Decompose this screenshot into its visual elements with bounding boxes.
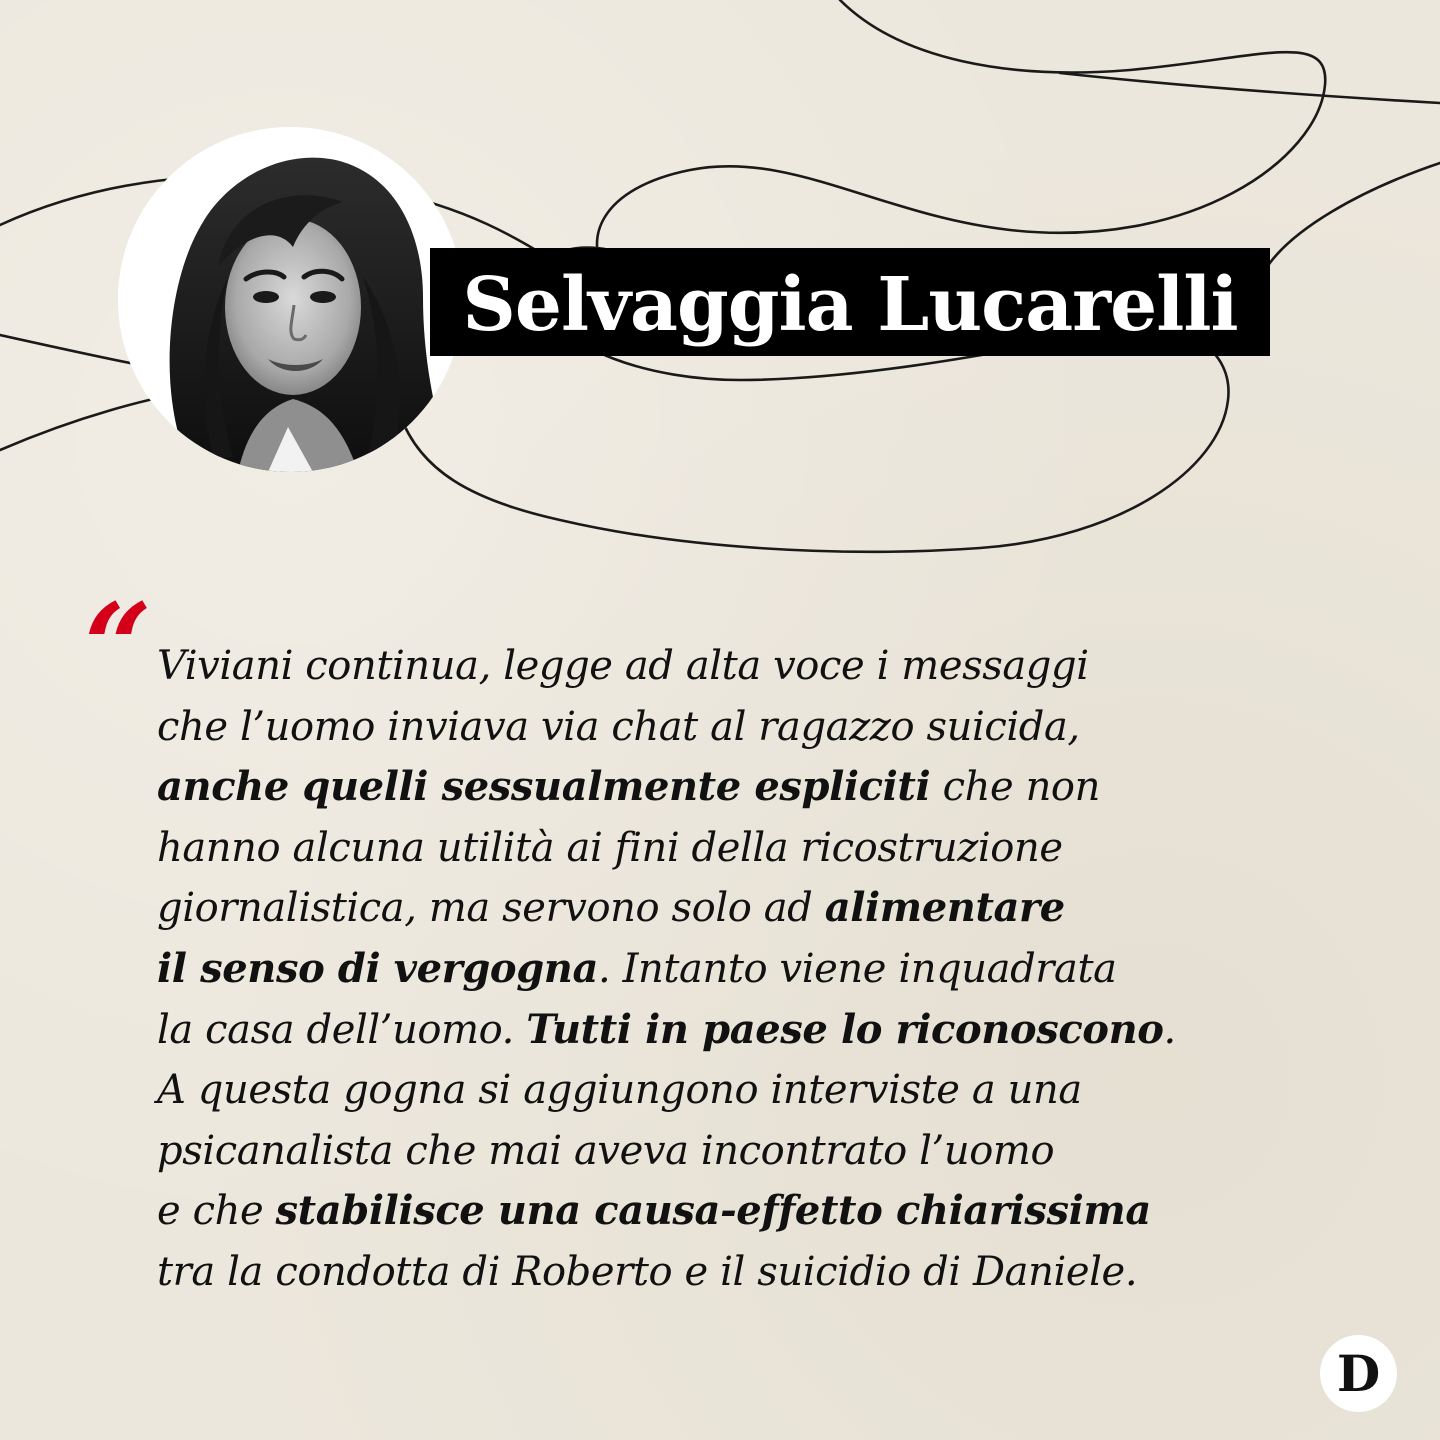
quote-emphasis: anche quelli sessualmente espliciti bbox=[157, 763, 931, 811]
author-name: Selvaggia Lucarelli bbox=[462, 262, 1238, 348]
quote-segment: tra la condotta di Roberto e il suicidio di Daniele. bbox=[157, 1248, 1138, 1295]
quote-segment: A questa gogna si aggiungono interviste a una bbox=[157, 1067, 1082, 1114]
author-name-box bbox=[430, 248, 1270, 356]
quote-line bbox=[157, 878, 1337, 939]
quote-emphasis: Tutti in paese lo riconoscono bbox=[526, 1005, 1164, 1053]
quote-segment: Viviani continua, legge ad alta voce i messaggi bbox=[157, 643, 1089, 689]
quote-emphasis: stabilisce una causa-effetto chiarissima bbox=[275, 1187, 1151, 1235]
quote-line bbox=[157, 1242, 1337, 1303]
quote-line bbox=[157, 757, 1337, 818]
quote-segment: che l’uomo inviava via chat al ragazzo suicida, bbox=[157, 703, 1080, 750]
quote-line bbox=[157, 697, 1337, 758]
quote-segment: la casa dell’uomo. bbox=[157, 1006, 527, 1053]
quote-segment: . Intanto viene inquadrata bbox=[597, 945, 1117, 992]
quote-line bbox=[157, 1121, 1337, 1182]
brand-logo bbox=[1320, 1335, 1397, 1412]
quote-segment: . bbox=[1163, 1006, 1176, 1053]
quote-line bbox=[157, 1000, 1337, 1061]
portrait-illustration bbox=[118, 127, 463, 472]
quote-segment: psicanalista che mai aveva incontrato l’uomo bbox=[157, 1127, 1055, 1174]
quote-line bbox=[157, 636, 1337, 697]
brand-logo-letter: D bbox=[1336, 1343, 1381, 1403]
quote-line bbox=[157, 939, 1337, 1000]
quote-text bbox=[157, 636, 1337, 1303]
quote-segment: che non bbox=[930, 764, 1100, 811]
quote-open-mark: “ bbox=[84, 577, 152, 716]
quote-emphasis: il senso di vergogna bbox=[157, 944, 598, 992]
author-portrait bbox=[118, 127, 463, 472]
quote-line bbox=[157, 818, 1337, 879]
quote-line bbox=[157, 1181, 1337, 1242]
quote-segment: e che bbox=[157, 1188, 276, 1235]
quote-line bbox=[157, 1060, 1337, 1121]
quote-emphasis: alimentare bbox=[824, 884, 1065, 932]
quote-segment: giornalistica, ma servono solo ad bbox=[157, 885, 825, 932]
quote-segment: hanno alcuna utilità ai fini della ricostruzione bbox=[157, 824, 1063, 871]
